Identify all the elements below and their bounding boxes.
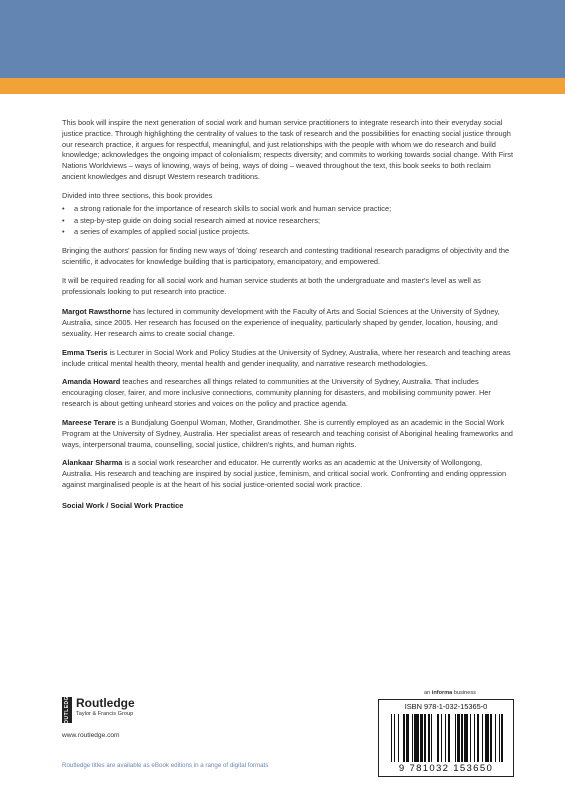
author-name: Mareese Terare <box>62 417 116 427</box>
top-color-band <box>0 0 565 78</box>
author-bio-text: is Lecturer in Social Work and Policy Studies at the University of Sydney, Australia, where her research and teaching areas include critical mental health theory, mental health and gender inequality, and narrative research methodologies. <box>62 347 511 368</box>
author-name: Amanda Howard <box>62 377 121 387</box>
author-name: Margot Rawsthorne <box>62 307 131 317</box>
author-bio-text: is a Bundjalung Goenpul Woman, Mother, Grandmother. She is currently employed as an academic in the Social Work Program at the University of Sydney, Australia. Her specialist areas of research and teaching consist of Aboriginal healing frameworks and ways, interpersonal trauma, counselling, social justice, children's rights, and human rights. <box>62 417 513 449</box>
author-name: Emma Tseris <box>62 347 108 357</box>
publisher-group: Taylor & Francis Group <box>76 711 134 717</box>
author-name: Alankaar Sharma <box>62 458 123 468</box>
subject-category: Social Work / Social Work Practice <box>62 500 184 510</box>
isbn-barcode <box>378 699 514 777</box>
accent-stripe <box>0 78 565 94</box>
publisher-name: Routledge <box>76 696 135 710</box>
author-bio <box>62 418 514 450</box>
list-item: • a series of examples of applied social justice projects. <box>62 227 514 238</box>
author-bio <box>62 458 514 490</box>
author-bio-text: is a social work researcher and educator. He currently works as an academic at the University of Wollongong, Australia. His research and teaching are inspired by social justice, feminism, and critical social work. Confronting and ending oppression against marginalised people is at the heart of his social justice-oriented social work practice. <box>62 458 507 489</box>
list-item: • a step-by-step guide on doing social research aimed at novice researchers; <box>62 216 514 227</box>
back-cover-text <box>62 118 514 512</box>
barcode-digits: 9 781032 153650 <box>398 763 494 774</box>
section-list <box>62 204 514 238</box>
publisher-website: www.routledge.com <box>62 732 120 739</box>
author-bio-text: has lectured in community development with the Faculty of Arts and Social Sciences at the University of Sydney, Australia, since 2005. Her research has focused on the experience of inequality, particularly shaped by gender, location, housing, and sexuality. Her research aims to create social change. <box>62 307 500 338</box>
author-bio <box>62 307 514 339</box>
blurb-passion: Bringing the authors' passion for finding new ways of 'doing' research and contesting traditional research paradigms of objectivity and the scientific, it advocates for knowledge building that is participatory, emancipatory, and empowered. <box>62 246 510 266</box>
barcode-bar <box>503 714 504 762</box>
author-bio <box>62 348 514 370</box>
author-bio-text: teaches and researches all things related to communities at the University of Sydney, Australia. That includes encouraging closer, fairer, and more inclusive connections, community planning for disasters, and mobilising community power. Her research is about getting unheard stories and voices on the policy and practice agenda. <box>62 377 491 409</box>
blurb-intro: This book will inspire the next generation of social work and human service practitioners to integrate research into their everyday social justice practice. Through highlighting the centrality of values to the task of research and the possibilities for enacting social justice through our research practice, it argues for respectful, meaningful, and just relationships with the people with whom we do research and build knowledge; acknowledges the ongoing impact of colonialism; respects diversity; and commits to working towards social change. With First Nations Worldviews – ways of knowing, ways of being, ways of doing – weaved throughout the text, this book seeks to both reclaim ancient knowledges and disrupt Western research traditions. <box>62 118 514 182</box>
informa-business-label: an informa business <box>424 690 476 696</box>
publisher-logo <box>62 692 135 728</box>
barcode-bars-icon <box>391 714 505 762</box>
ebook-note: Routledge titles are available as eBook editions in a range of digital formats <box>62 762 269 769</box>
list-item: • a strong rationale for the importance of research skills to social work and human service practice; <box>62 204 514 215</box>
informa-brand: informa <box>431 690 453 696</box>
isbn-number: ISBN 978-1-032-15365-0 <box>404 702 488 711</box>
blurb-required: It will be required reading for all social work and human service students at both the undergraduate and master's level as well as professionals looking to put research into practice. <box>62 275 481 296</box>
routledge-mark-icon: ROUTLEDGE <box>64 692 70 728</box>
blurb-divided: Divided into three sections, this book provides <box>62 190 213 200</box>
author-bio <box>62 377 514 409</box>
